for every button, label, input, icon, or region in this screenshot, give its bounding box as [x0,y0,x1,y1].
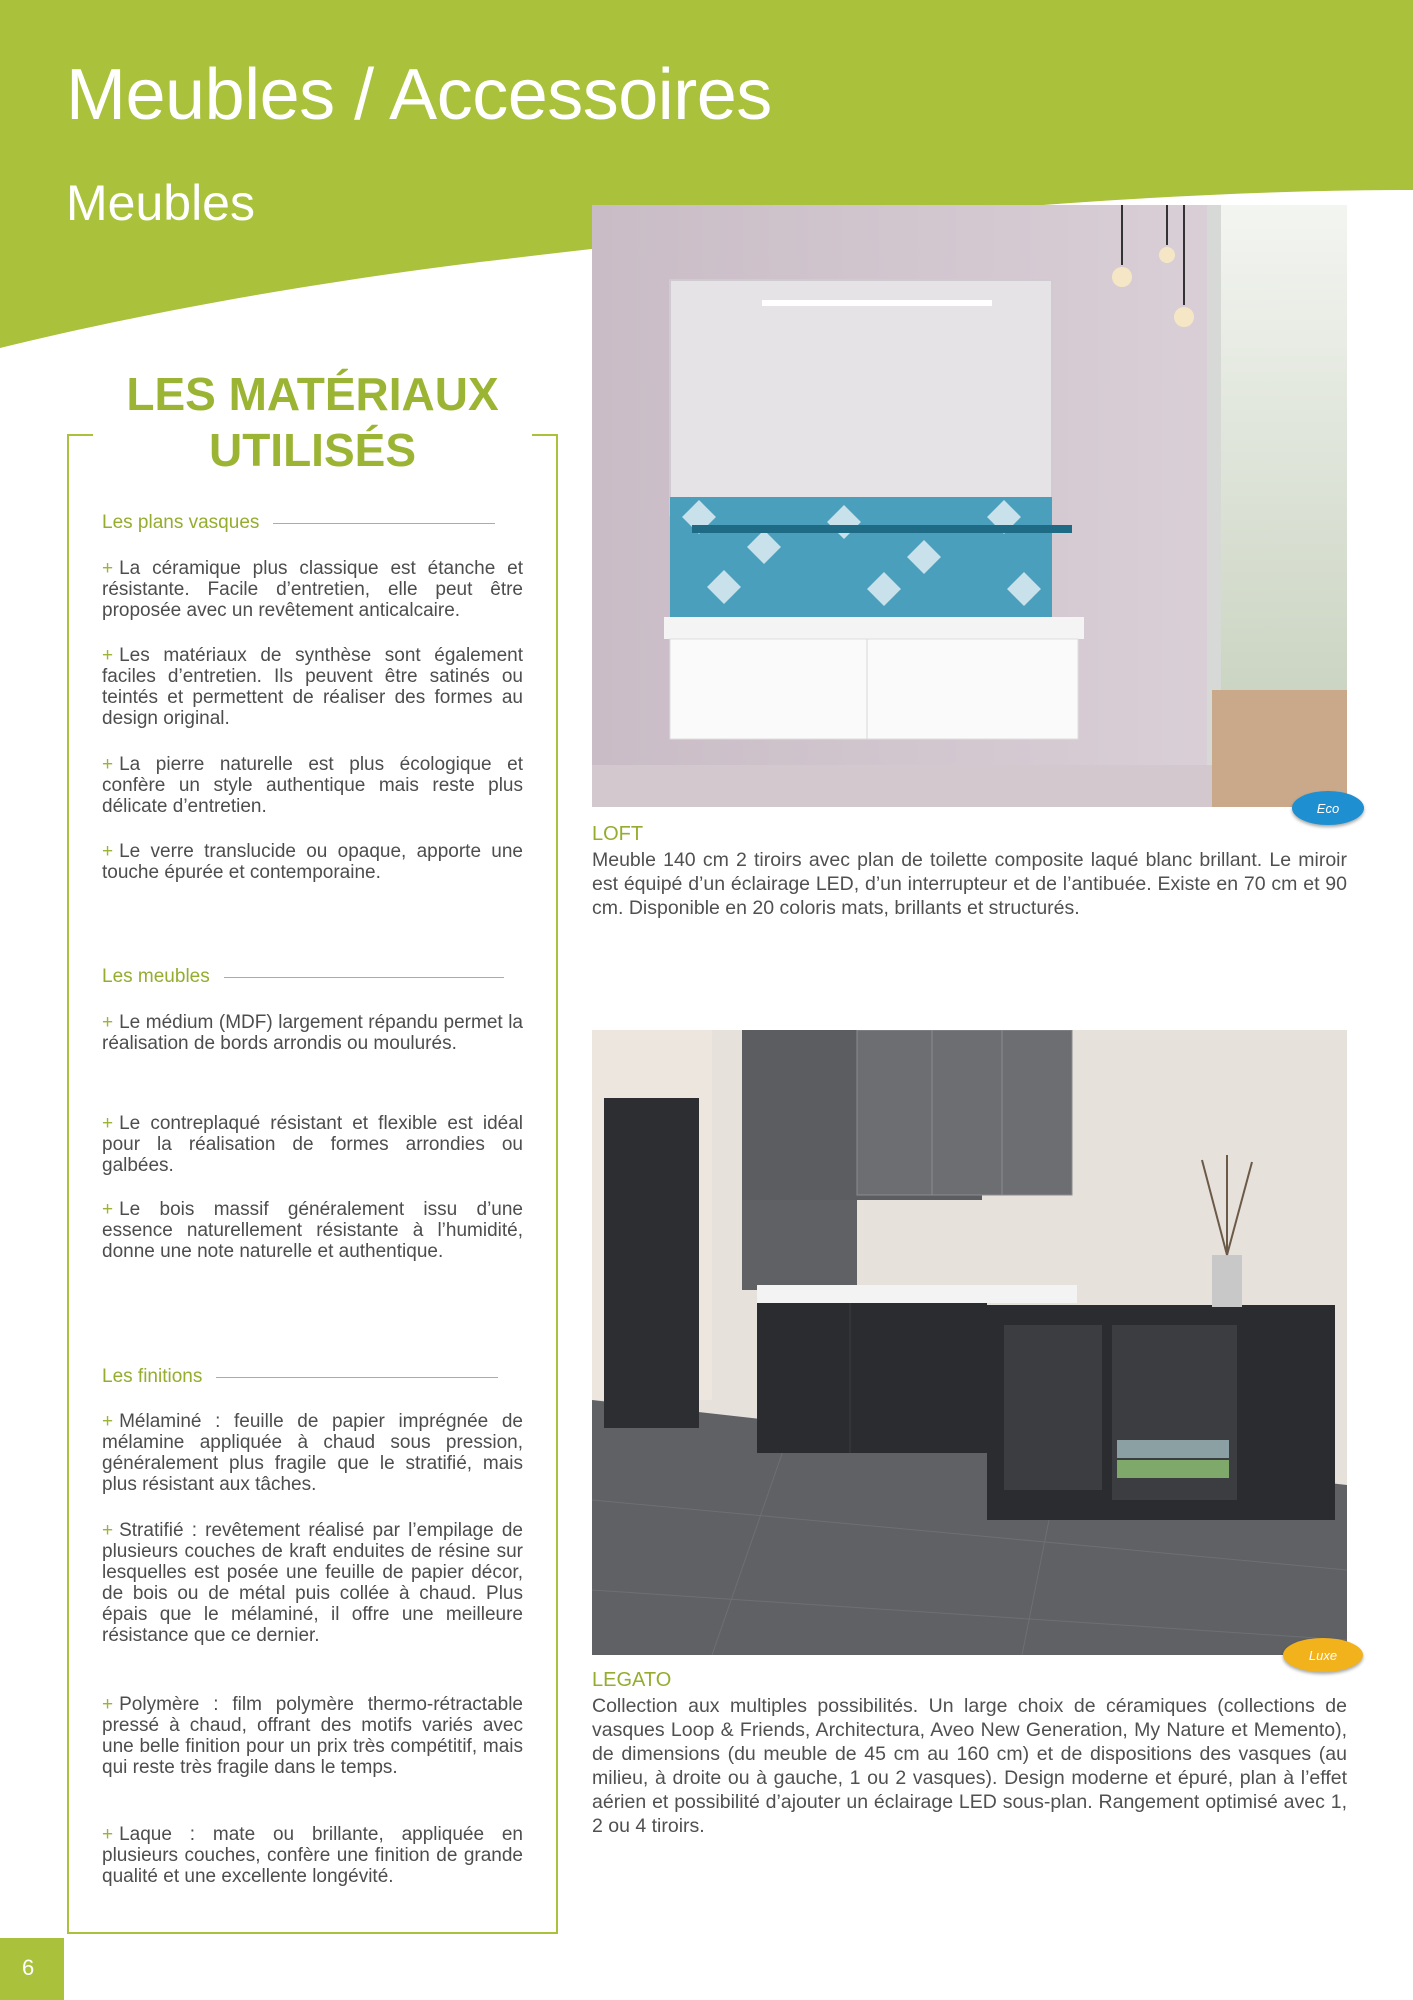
section-heading-meubles: Les meubles [102,966,504,988]
list-item: + Le médium (MDF) largement répandu permet la réalisation de bords arrondis ou moulurés. [102,1012,523,1054]
materials-title: LES MATÉRIAUX UTILISÉS [126,368,499,476]
page-subtitle: Meubles [66,175,255,231]
list-item: + Laque : mate ou brillante, appliquée en plusieurs couches, confère une finition de grande qualité et une excellente longévité. [102,1824,523,1887]
product-description-legato: Collection aux multiples possibilités. Un large choix de céramiques (collections de vasques Loop & Friends, Architectura, Aveo New Generation, My Nature et Memento), de dimensions (du meuble de 45 cm au 160 cm) et de dispositions des vasques (au milieu, à droite ou à gauche, 1 ou 2 vasques). Design moderne et épuré, plan à l’effet aérien et possibilité d’ajouter un éclairage LED sous-plan. Rangement optimisé avec 1, 2 ou 4 tiroirs. [592,1695,1347,1837]
product-name-legato: LEGATO [592,1669,672,1691]
list-item: + Mélaminé : feuille de papier imprégnée de mélamine appliquée à chaud sous pression, généralement plus fragile que le stratifié, mais plus résistant aux tâches. [102,1411,523,1495]
legato-product-photo [592,1030,1347,1655]
page-number: 6 [22,1955,35,1980]
list-item: + La céramique plus classique est étanche et résistante. Facile d’entretien, elle peut être proposée avec un revêtement anticalcaire. [102,558,523,621]
list-item: + Le bois massif généralement issu d’une essence naturellement résistante à l’humidité, donne une note naturelle et authentique. [102,1199,523,1262]
list-item: + Polymère : film polymère thermo-rétractable pressé à chaud, offrant des motifs variés avec une belle finition pour un prix très compétitif, mais qui reste très fragile dans le temps. [102,1694,523,1778]
list-item: + Le verre translucide ou opaque, apporte une touche épurée et contemporaine. [102,841,523,883]
page-title: Meubles / Accessoires [66,55,772,135]
product-name-loft: LOFT [592,823,644,845]
list-item: + Les matériaux de synthèse sont également faciles d’entretien. Ils peuvent être satinés ou teintés et permettent de réaliser des formes au design original. [102,645,523,729]
section-heading-plans-vasques: Les plans vasques [102,512,495,534]
list-item: + Le contreplaqué résistant et flexible est idéal pour la réalisation de formes arrondies ou galbées. [102,1113,523,1176]
list-item: + Stratifié : revêtement réalisé par l’empilage de plusieurs couches de kraft enduites de résine sur lesquelles est posée une feuille de papier décor, de bois ou de métal puis collée à chaud. Plus épais que le mélaminé, il offre une meilleure résistance que ce dernier. [102,1520,523,1646]
loft-product-photo [592,205,1347,807]
section-heading-finitions: Les finitions [102,1366,498,1388]
luxe-badge: Luxe [1283,1638,1363,1672]
product-description-loft: Meuble 140 cm 2 tiroirs avec plan de toilette composite laqué blanc brillant. Le miroir est équipé d’un éclairage LED, d’un interrupteur et de l’antibuée. Existe en 70 cm et 90 cm. Disponible en 20 coloris mats, brillants et structurés. [592,849,1347,919]
eco-badge: Eco [1292,791,1364,825]
list-item: + La pierre naturelle est plus écologique et confère un style authentique mais reste plus délicate d’entretien. [102,754,523,817]
